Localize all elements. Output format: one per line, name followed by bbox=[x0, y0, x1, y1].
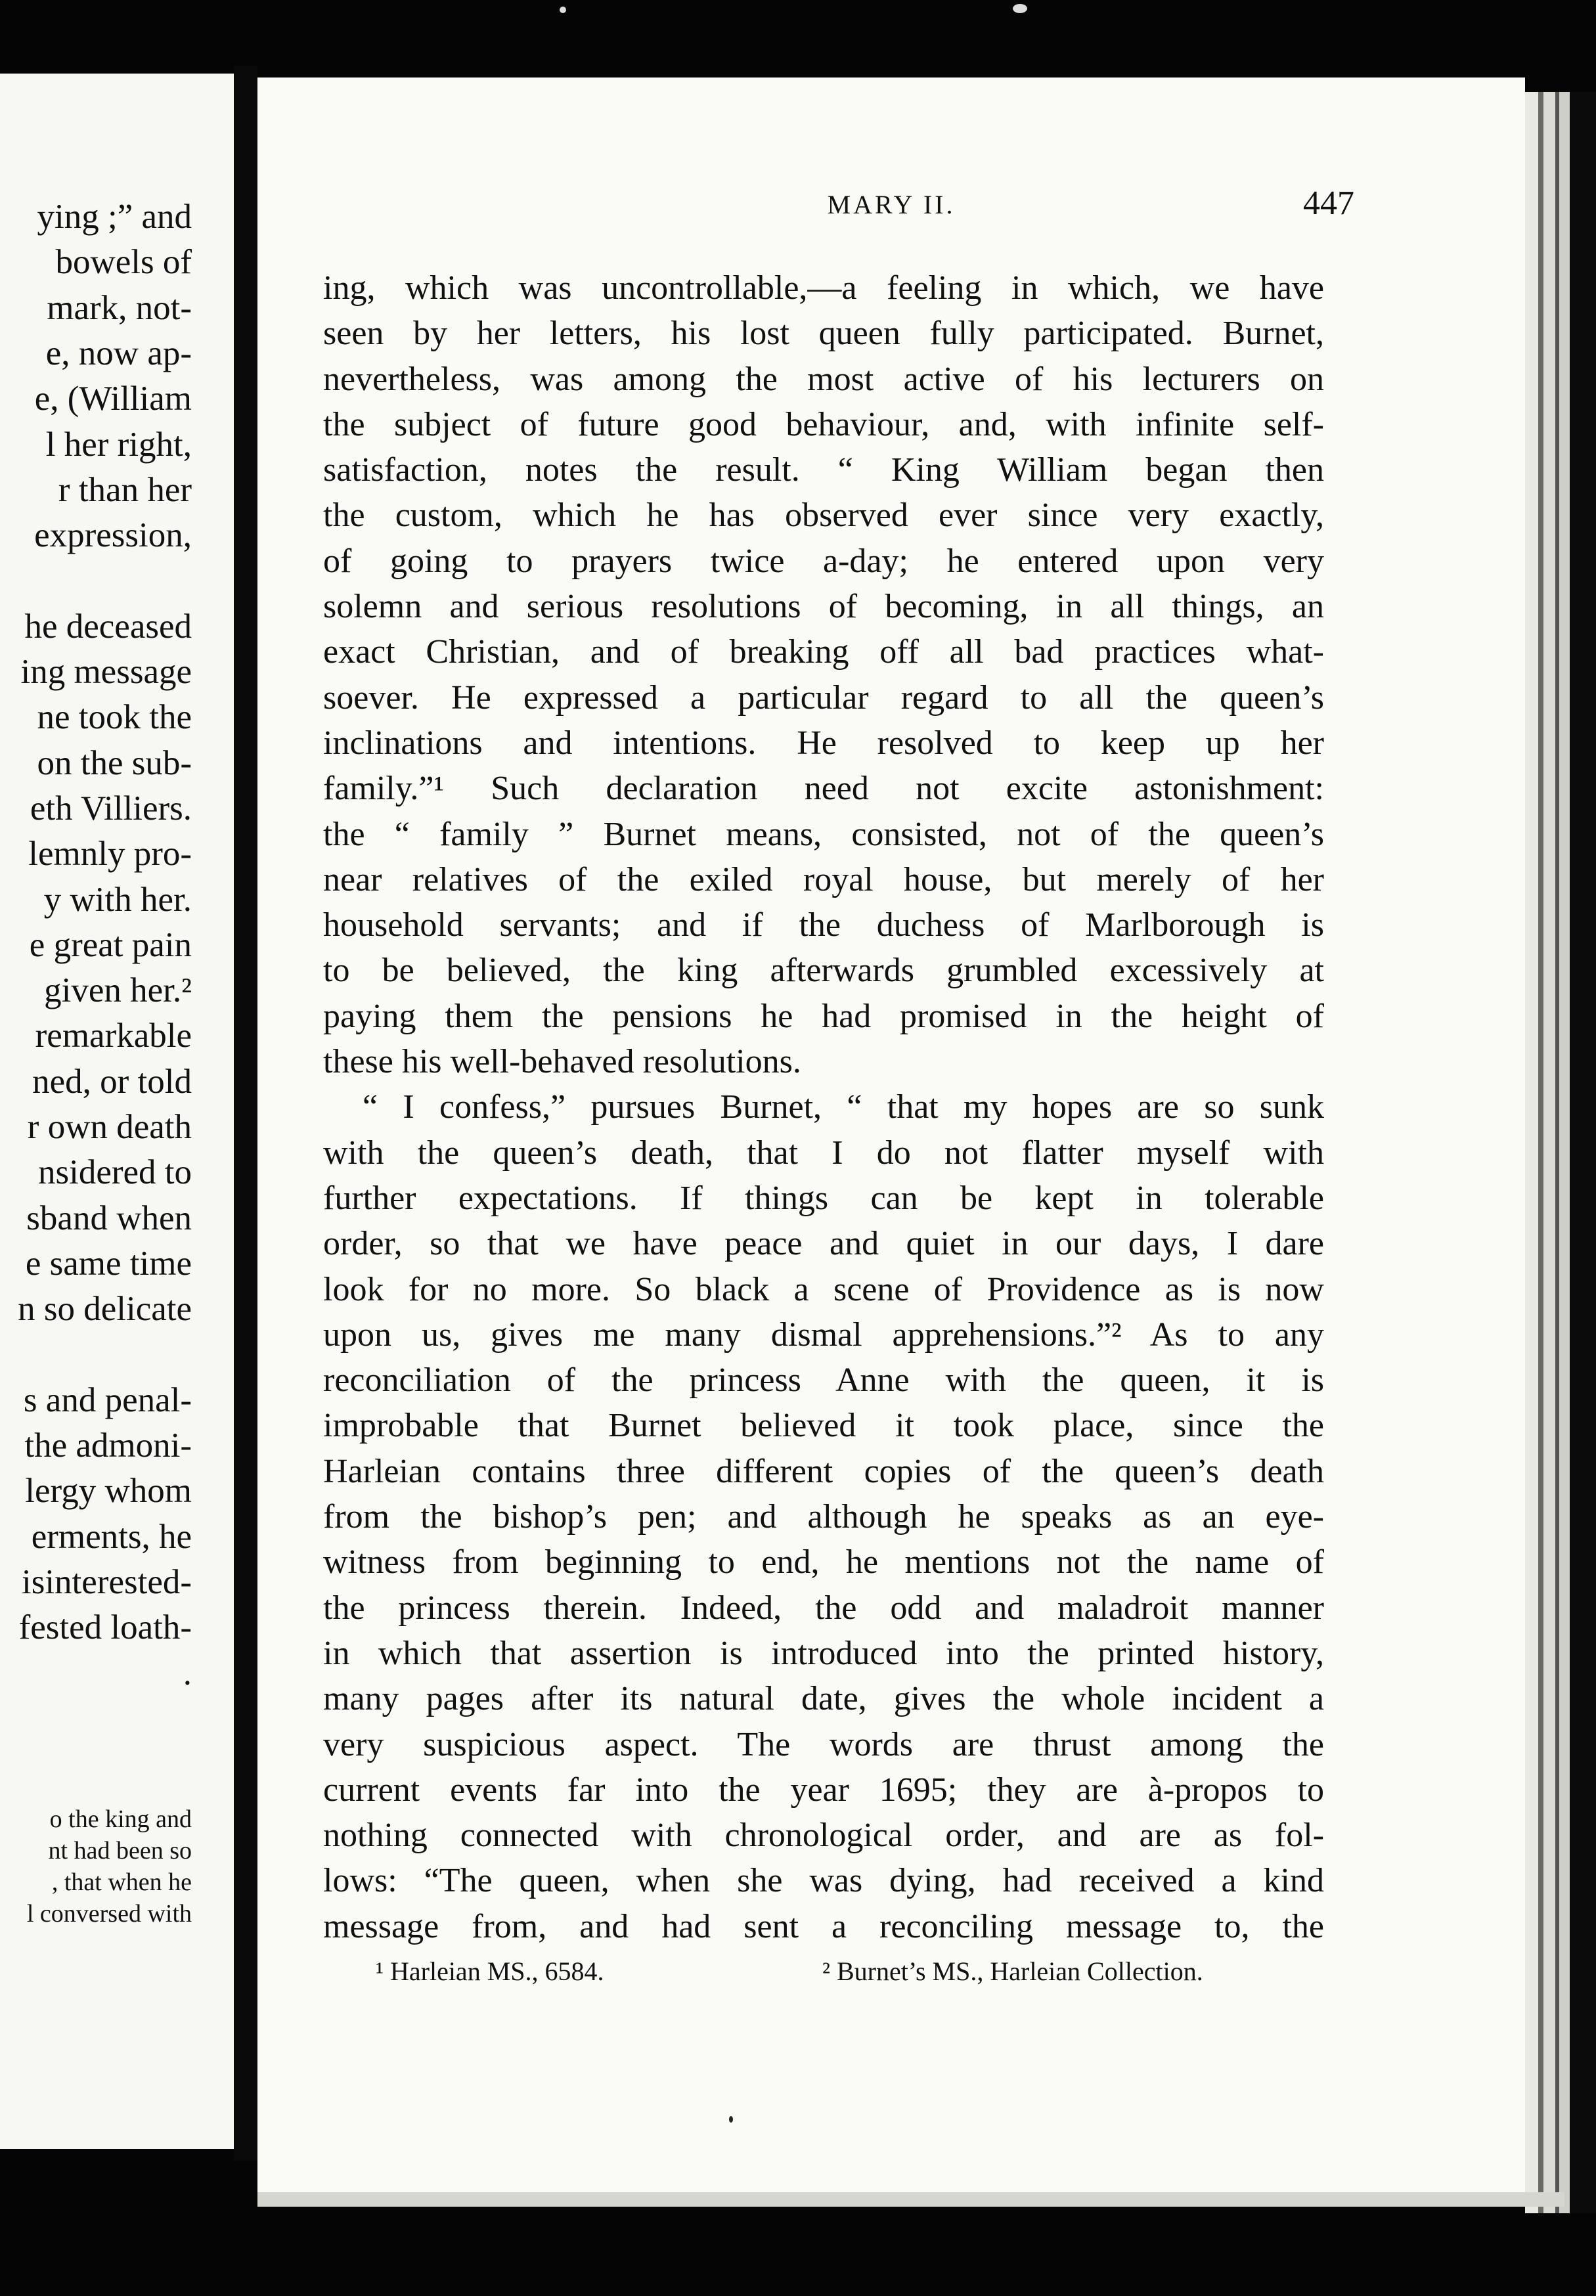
left-page-line: remarkable bbox=[35, 1017, 192, 1055]
body-line: in which that assertion is introduced into the printed history, bbox=[323, 1634, 1324, 1672]
page-edge bbox=[1559, 92, 1570, 2213]
left-page-footnote-line: nt had been so bbox=[48, 1837, 192, 1865]
body-line: ing, which was uncontrollable,—a feeling in which, we have bbox=[323, 269, 1324, 307]
scan-speck bbox=[560, 7, 566, 13]
body-line: near relatives of the exiled royal house, but merely of her bbox=[323, 860, 1324, 898]
left-page-line: e great pain bbox=[29, 925, 192, 964]
left-page-footnote-line: l conversed with bbox=[26, 1900, 192, 1928]
body-line: of going to prayers twice a-day; he entered upon very bbox=[323, 542, 1324, 580]
left-page-line: on the sub- bbox=[37, 743, 192, 782]
body-line: the princess therein. Indeed, the odd and maladroit manner bbox=[323, 1589, 1324, 1627]
left-page-line: sband when bbox=[26, 1199, 192, 1237]
book-page bbox=[257, 77, 1525, 2192]
left-page-line: isinterested- bbox=[21, 1563, 192, 1601]
page-edge bbox=[1570, 92, 1596, 2213]
body-line: satisfaction, notes the result. “ King William began then bbox=[323, 451, 1324, 489]
body-line: many pages after its natural date, gives the whole incident a bbox=[323, 1680, 1324, 1718]
body-line: from the bishop’s pen; and although he speaks as an eye- bbox=[323, 1498, 1324, 1536]
body-line: solemn and serious resolutions of becoming, in all things, an bbox=[323, 588, 1324, 626]
body-line: nothing connected with chronological order, and are as fol- bbox=[323, 1817, 1324, 1855]
body-line: exact Christian, and of breaking off all bad practices what- bbox=[323, 633, 1324, 671]
left-page-line: ying ;” and bbox=[37, 198, 192, 236]
body-line: paying them the pensions he had promised in the height of bbox=[323, 997, 1324, 1035]
body-line: upon us, gives me many dismal apprehensions.”² As to any bbox=[323, 1315, 1324, 1354]
page-edge bbox=[1538, 92, 1543, 2213]
body-line: soever. He expressed a particular regard to all the queen’s bbox=[323, 678, 1324, 717]
left-page-line: ing message bbox=[20, 653, 192, 691]
body-line: reconciliation of the princess Anne with the queen, it is bbox=[323, 1361, 1324, 1400]
body-line: family.”¹ Such declaration need not excite astonishment: bbox=[323, 770, 1324, 808]
body-line: nevertheless, was among the most active of his lecturers on bbox=[323, 360, 1324, 398]
page-bottom-edge bbox=[257, 2192, 1564, 2207]
scan-speck bbox=[1013, 4, 1027, 13]
body-line: order, so that we have peace and quiet in our days, I dare bbox=[323, 1225, 1324, 1263]
body-line: seen by her letters, his lost queen fully participated. Burnet, bbox=[323, 315, 1324, 353]
body-line: “ I confess,” pursues Burnet, “ that my hopes are so sunk bbox=[363, 1088, 1324, 1126]
body-line: further expectations. If things can be kept in tolerable bbox=[323, 1179, 1324, 1217]
left-page-line: given her.² bbox=[44, 971, 192, 1010]
page-edge bbox=[1525, 92, 1538, 2213]
left-page-line: nsidered to bbox=[37, 1153, 192, 1192]
left-page-line: lemnly pro- bbox=[28, 835, 192, 873]
previous-page-fragment bbox=[0, 74, 234, 2149]
book-gutter bbox=[234, 66, 257, 2161]
page-number: 447 bbox=[1303, 185, 1354, 222]
left-page-line: e, (William bbox=[34, 380, 192, 418]
left-page-line: fested loath- bbox=[18, 1608, 192, 1647]
left-page-line: bowels of bbox=[55, 243, 192, 282]
body-line: household servants; and if the duchess of Marlborough is bbox=[323, 906, 1324, 944]
footnote-2: ² Burnet’s MS., Harleian Collection. bbox=[822, 1956, 1203, 1986]
left-page-line: l her right, bbox=[45, 425, 192, 464]
left-page-line: erments, he bbox=[31, 1517, 192, 1556]
left-page-line: r own death bbox=[27, 1108, 192, 1146]
body-line: these his well-behaved resolutions. bbox=[323, 1043, 801, 1081]
body-line: message from, and had sent a reconciling message to, the bbox=[323, 1907, 1324, 1945]
left-page-line: lergy whom bbox=[25, 1472, 192, 1511]
body-line: with the queen’s death, that I do not flatter myself with bbox=[323, 1134, 1324, 1172]
body-line: lows: “The queen, when she was dying, had received a kind bbox=[323, 1862, 1324, 1900]
left-page-line: he deceased bbox=[24, 607, 192, 646]
left-page-line: n so delicate bbox=[18, 1290, 192, 1329]
body-line: look for no more. So black a scene of Providence as is now bbox=[323, 1270, 1324, 1308]
body-line: Harleian contains three different copies of the queen’s death bbox=[323, 1452, 1324, 1490]
left-page-footnote-line: , that when he bbox=[51, 1868, 192, 1896]
body-line: improbable that Burnet believed it took place, since the bbox=[323, 1407, 1324, 1445]
body-text bbox=[323, 265, 1324, 1949]
left-page-line: ne took the bbox=[37, 698, 192, 737]
left-page-footnote-line: o the king and bbox=[49, 1805, 192, 1833]
left-page-line: y with her. bbox=[43, 880, 192, 919]
left-page-line: mark, not- bbox=[47, 288, 192, 327]
body-line: current events far into the year 1695; they are à-propos to bbox=[323, 1771, 1324, 1809]
left-page-line: e same time bbox=[25, 1244, 192, 1283]
running-head: MARY II. bbox=[827, 190, 956, 219]
left-page-line: expression, bbox=[34, 516, 192, 555]
body-line: the “ family ” Burnet means, consisted, not of the queen’s bbox=[323, 815, 1324, 853]
body-line: the subject of future good behaviour, and, with infinite self- bbox=[323, 405, 1324, 443]
body-line: very suspicious aspect. The words are thrust among the bbox=[323, 1725, 1324, 1763]
left-page-line: r than her bbox=[58, 470, 192, 509]
scan-speck bbox=[729, 2116, 733, 2123]
body-line: witness from beginning to end, he mentions not the name of bbox=[323, 1543, 1324, 1581]
left-page-line: s and penal- bbox=[23, 1380, 192, 1419]
left-page-line: . bbox=[183, 1654, 192, 1692]
page-edge bbox=[1543, 92, 1555, 2213]
left-page-line: ned, or told bbox=[32, 1062, 192, 1101]
left-page-line: eth Villiers. bbox=[30, 789, 192, 828]
footnote-1: ¹ Harleian MS., 6584. bbox=[376, 1956, 604, 1986]
left-page-line: e, now ap- bbox=[45, 334, 192, 372]
body-line: inclinations and intentions. He resolved to keep up her bbox=[323, 724, 1324, 762]
left-page-line: the admoni- bbox=[24, 1426, 192, 1465]
body-line: to be believed, the king afterwards grumbled excessively at bbox=[323, 952, 1324, 990]
body-line: the custom, which he has observed ever since very exactly, bbox=[323, 497, 1324, 535]
